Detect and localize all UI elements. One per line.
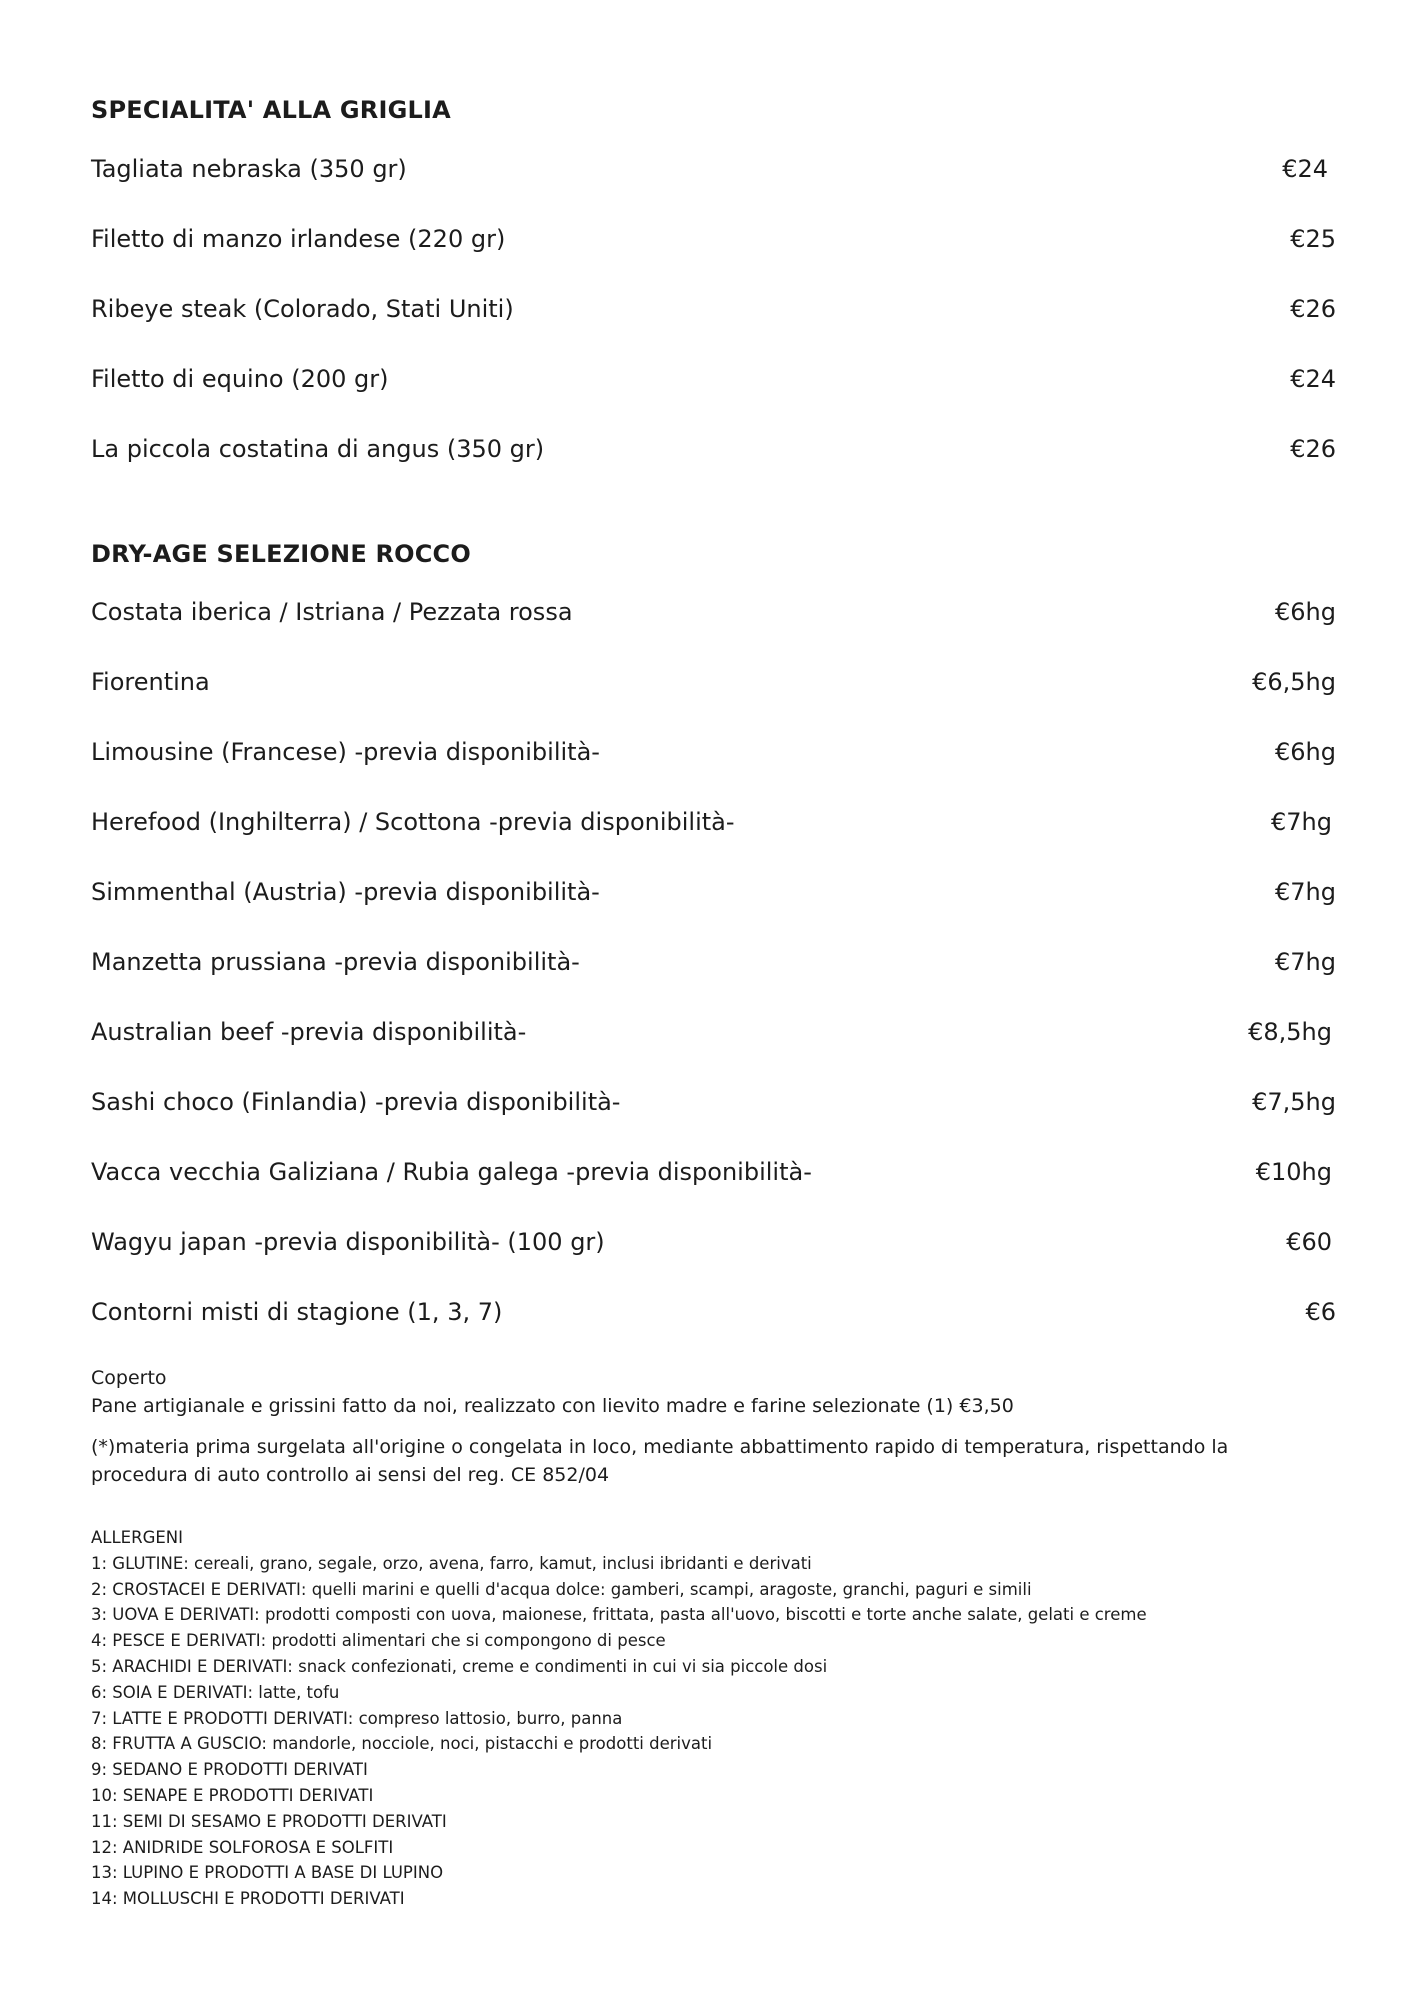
item-name: Filetto di equino (200 gr) <box>91 365 389 393</box>
dryage-section-title: DRY-AGE SELEZIONE ROCCO <box>91 540 471 568</box>
item-price: €6 <box>1305 1298 1336 1326</box>
menu-item <box>91 872 1336 912</box>
allergen-item: 1: GLUTINE: cereali, grano, segale, orzo, avena, farro, kamut, inclusi ibridanti e derivati <box>91 1553 812 1573</box>
allergen-item: 8: FRUTTA A GUSCIO: mandorle, nocciole, noci, pistacchi e prodotti derivati <box>91 1734 713 1754</box>
menu-item <box>91 219 1336 259</box>
menu-item <box>91 429 1336 469</box>
menu-item <box>91 1082 1336 1122</box>
item-name: Costata iberica / Istriana / Pezzata rossa <box>91 598 573 626</box>
item-price: €7hg <box>1275 878 1336 906</box>
item-price: €7,5hg <box>1252 1088 1336 1116</box>
menu-item <box>91 592 1336 632</box>
menu-item <box>91 1222 1336 1262</box>
allergens-list <box>91 1525 1147 1912</box>
item-price: €10hg <box>1255 1158 1332 1186</box>
grill-section-title: SPECIALITA' ALLA GRIGLIA <box>91 96 451 124</box>
item-price: €25 <box>1290 225 1336 253</box>
item-price: €26 <box>1290 295 1336 323</box>
menu-item <box>91 662 1336 702</box>
item-price: €8,5hg <box>1248 1018 1332 1046</box>
item-name: Vacca vecchia Galiziana / Rubia galega -previa disponibilità- <box>91 1158 812 1186</box>
item-name: Herefood (Inghilterra) / Scottona -previa disponibilità- <box>91 808 735 836</box>
allergen-item: 7: LATTE E PRODOTTI DERIVATI: compreso lattosio, burro, panna <box>91 1708 623 1728</box>
allergen-item: 5: ARACHIDI E DERIVATI: snack confezionati, creme e condimenti in cui vi sia piccole dosi <box>91 1656 828 1676</box>
frozen-note <box>91 1433 1331 1489</box>
allergen-item: 12: ANIDRIDE SOLFOROSA E SOLFITI <box>91 1837 394 1857</box>
coperto-block <box>91 1364 1331 1420</box>
frozen-note-line: (*)materia prima surgelata all'origine o congelata in loco, mediante abbattimento rapido di temperatura, rispettando la <box>91 1436 1229 1458</box>
item-name: La piccola costatina di angus (350 gr) <box>91 435 545 463</box>
menu-item <box>91 732 1336 772</box>
item-price: €60 <box>1286 1228 1332 1256</box>
menu-item <box>91 1012 1336 1052</box>
menu-item <box>91 289 1336 329</box>
item-price: €7hg <box>1275 948 1336 976</box>
menu-item <box>91 359 1336 399</box>
allergen-item: 9: SEDANO E PRODOTTI DERIVATI <box>91 1760 368 1780</box>
menu-item <box>91 1292 1336 1332</box>
item-price: €26 <box>1290 435 1336 463</box>
item-name: Tagliata nebraska (350 gr) <box>91 155 407 183</box>
allergen-item: 3: UOVA E DERIVATI: prodotti composti con uova, maionese, frittata, pasta all'uovo, biscotti e torte anche salate, gelati e creme <box>91 1605 1147 1625</box>
item-name: Australian beef -previa disponibilità- <box>91 1018 527 1046</box>
allergen-item: 11: SEMI DI SESAMO E PRODOTTI DERIVATI <box>91 1811 447 1831</box>
allergen-item: 14: MOLLUSCHI E PRODOTTI DERIVATI <box>91 1889 405 1909</box>
item-name: Manzetta prussiana -previa disponibilità- <box>91 948 580 976</box>
menu-item <box>91 149 1336 189</box>
item-price: €6hg <box>1275 598 1336 626</box>
menu-item <box>91 802 1336 842</box>
item-name: Ribeye steak (Colorado, Stati Uniti) <box>91 295 514 323</box>
item-name: Contorni misti di stagione (1, 3, 7) <box>91 1298 503 1326</box>
item-name: Wagyu japan -previa disponibilità- (100 gr) <box>91 1228 605 1256</box>
allergen-item: 13: LUPINO E PRODOTTI A BASE DI LUPINO <box>91 1863 444 1883</box>
allergen-item: 6: SOIA E DERIVATI: latte, tofu <box>91 1682 340 1702</box>
allergen-item: 10: SENAPE E PRODOTTI DERIVATI <box>91 1785 374 1805</box>
item-name: Sashi choco (Finlandia) -previa disponibilità- <box>91 1088 621 1116</box>
item-price: €24 <box>1290 365 1336 393</box>
item-price: €24 <box>1282 155 1328 183</box>
item-price: €6hg <box>1275 738 1336 766</box>
item-name: Limousine (Francese) -previa disponibilità- <box>91 738 600 766</box>
item-name: Filetto di manzo irlandese (220 gr) <box>91 225 506 253</box>
allergens-title: ALLERGENI <box>91 1528 183 1547</box>
coperto-text: Pane artigianale e grissini fatto da noi, realizzato con lievito madre e farine selezionate (1) €3,50 <box>91 1395 1014 1417</box>
item-name: Simmenthal (Austria) -previa disponibilità- <box>91 878 600 906</box>
menu-item <box>91 1152 1336 1192</box>
item-price: €6,5hg <box>1252 668 1336 696</box>
frozen-note-line: procedura di auto controllo ai sensi del reg. CE 852/04 <box>91 1464 610 1486</box>
coperto-title: Coperto <box>91 1367 167 1389</box>
item-price: €7hg <box>1271 808 1332 836</box>
allergen-item: 2: CROSTACEI E DERIVATI: quelli marini e quelli d'acqua dolce: gamberi, scampi, aragoste, granchi, paguri e simili <box>91 1579 1032 1599</box>
allergen-item: 4: PESCE E DERIVATI: prodotti alimentari che si compongono di pesce <box>91 1631 666 1651</box>
item-name: Fiorentina <box>91 668 210 696</box>
menu-item <box>91 942 1336 982</box>
